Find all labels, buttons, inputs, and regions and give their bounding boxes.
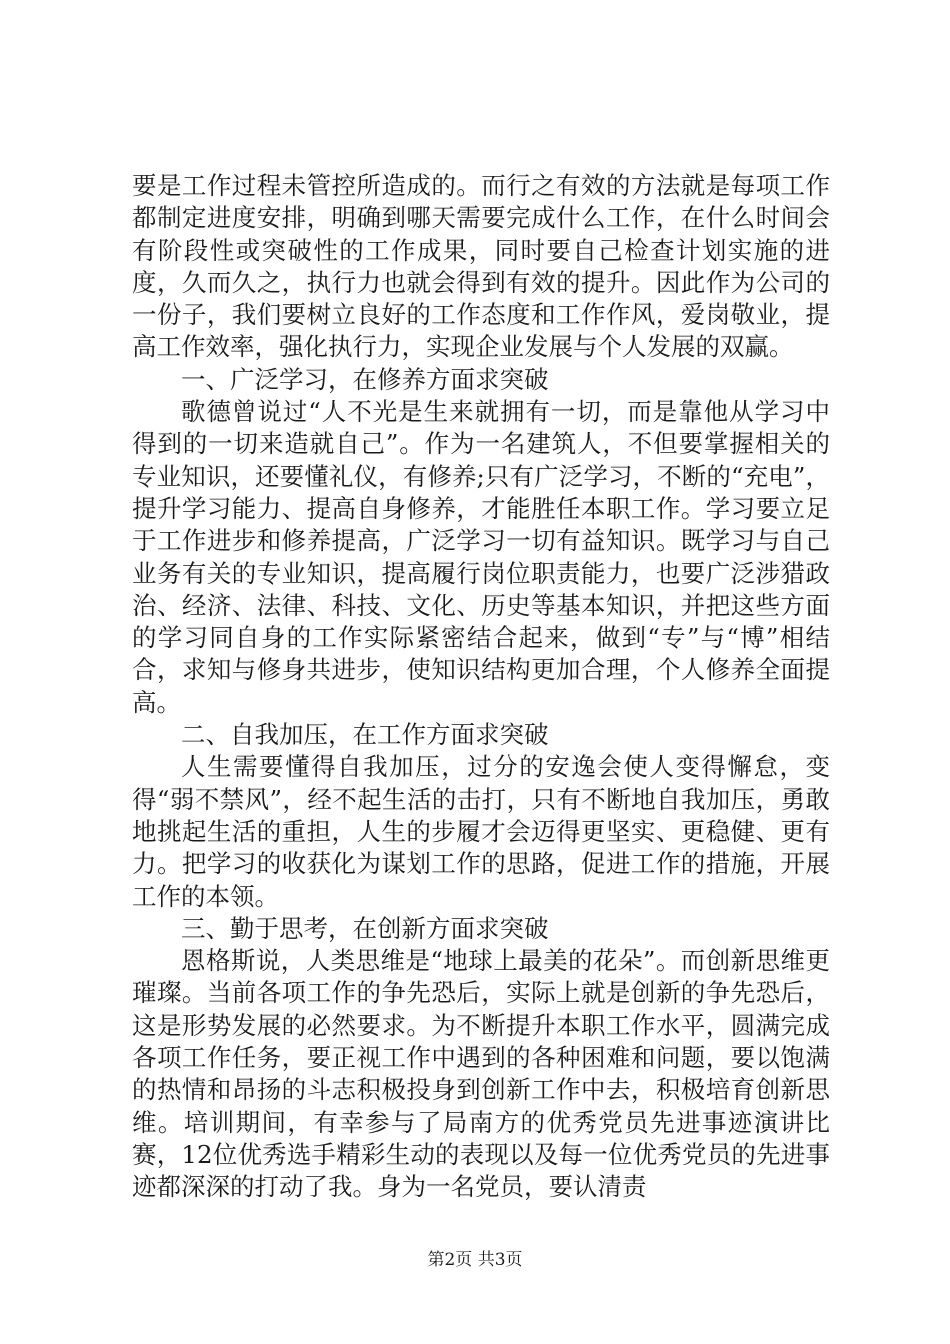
page-number-footer: 第2页 共3页 [427, 1250, 523, 1270]
document-body [132, 170, 830, 1204]
body-paragraph-3: 恩格斯说，人类思维是“地球上最美的花朵”。而创新思维更璀璨。当前各项工作的争先恐后，实际上就是创新的争先恐后，这是形势发展的必然要求。为不断提升本职工作水平，圆满完成各项工作任务，要正视工作中遇到的各种困难和问题，要以饱满的热情和昂扬的斗志积极投身到创新工作中去，积极培育创新思维。培训期间，有幸参与了局南方的优秀党员先进事迹演讲比赛，12位优秀选手精彩生动的表现以及每一位优秀党员的先进事迹都深深的打动了我。身为一名党员，要认清责 [132, 946, 830, 1202]
body-paragraph-1: 歌德曾说过“人不光是生来就拥有一切，而是靠他从学习中得到的一切来造就自己”。作为一名建筑人，不但要掌握相关的专业知识，还要懂礼仪，有修养;只有广泛学习，不断的“充电”，提升学习能力、提高自身修养，才能胜任本职工作。学习要立足于工作进步和修养提高，广泛学习一切有益知识。既学习与自己业务有关的专业知识，提高履行岗位职责能力，也要广泛涉猎政治、经济、法律、科技、文化、历史等基本知识，并把这些方面的学习同自身的工作实际紧密结合起来，做到“专”与“博”相结合，求知与修身共进步，使知识结构更加合理，个人修养全面提高。 [132, 397, 830, 717]
section-heading-1: 一、广泛学习，在修养方面求突破 [181, 364, 549, 394]
section-heading-2: 二、自我加压，在工作方面求突破 [181, 720, 549, 750]
body-paragraph-2: 人生需要懂得自我加压，过分的安逸会使人变得懈怠，变得“弱不禁风”，经不起生活的击打，只有不断地自我加压，勇敢地挑起生活的重担，人生的步履才会迈得更坚实、更稳健、更有力。把学习的收获化为谋划工作的思路，促进工作的措施，开展工作的本领。 [132, 752, 830, 911]
body-paragraph-continuation: 要是工作过程未管控所造成的。而行之有效的方法就是每项工作都制定进度安排，明确到哪天需要完成什么工作，在什么时间会有阶段性或突破性的工作成果，同时要自己检查计划实施的进度，久而久之，执行力也就会得到有效的提升。因此作为公司的一份子，我们要树立良好的工作态度和工作作风，爱岗敬业，提高工作效率，强化执行力，实现企业发展与个人发展的双赢。 [132, 171, 830, 362]
section-heading-3: 三、勤于思考，在创新方面求突破 [181, 913, 549, 943]
